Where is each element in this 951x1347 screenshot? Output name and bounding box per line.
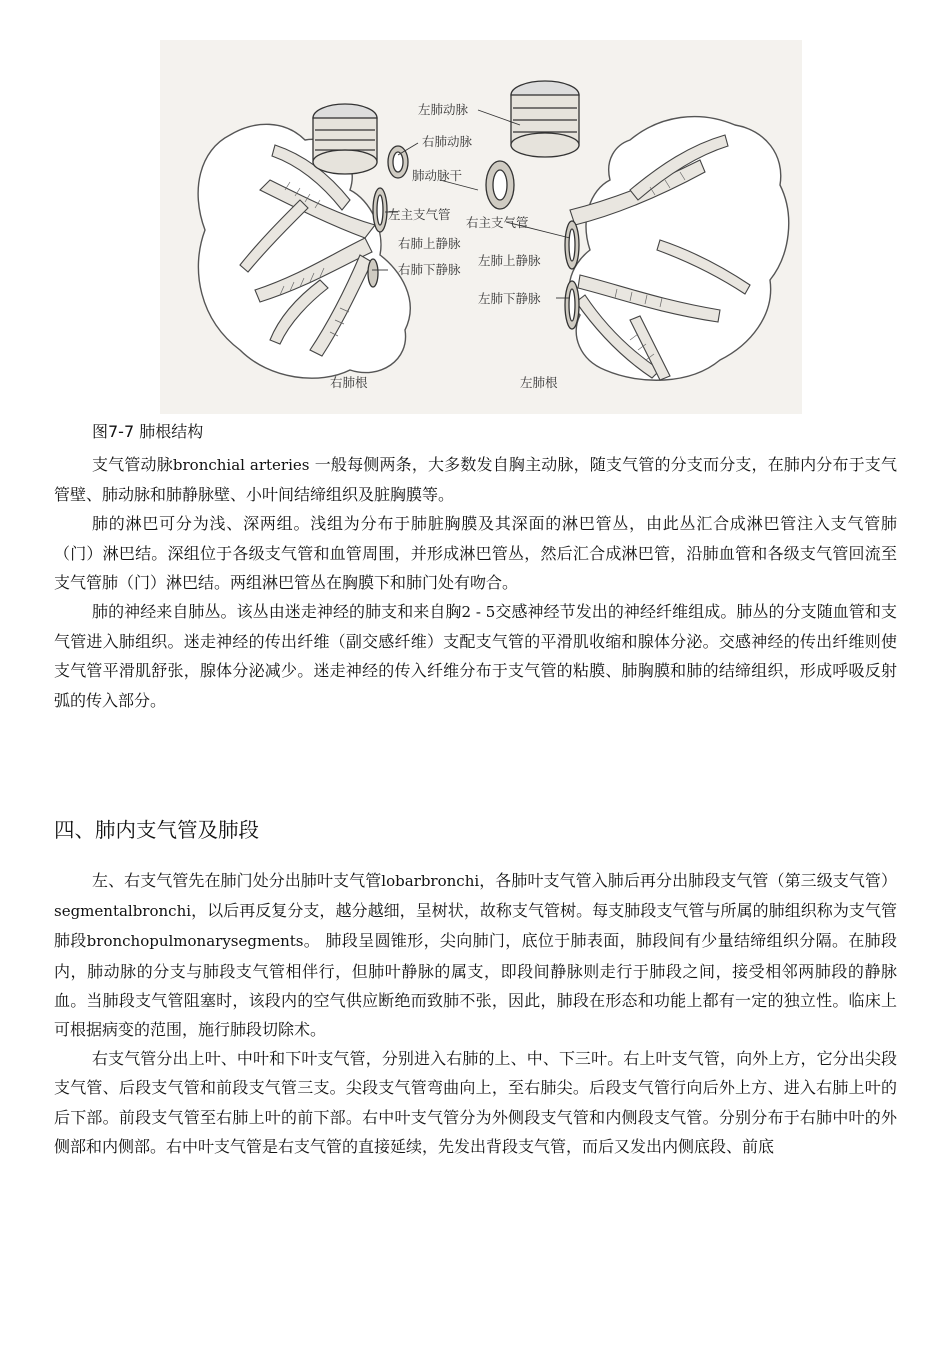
- paragraph-nerves: [54, 597, 897, 715]
- text-segment: 左、右支气管先在肺门处分出肺叶支气管: [92, 871, 382, 890]
- label-right-main-bronchus: 右主支气管: [466, 215, 529, 230]
- figure-caption: 图7-7 肺根结构: [92, 422, 204, 441]
- text-segment: 交感神经节发出的神经纤维组成。肺丛的分支随血管和支气管进入肺组织。迷走神经的传出纤维（副交感纤维）支配支气管的平滑肌收缩和腺体分泌。交感神经的传出纤维则使支气管平滑肌舒张，腺体分泌减少。迷走神经的传入纤维分布于支气管的粘膜、肺胸膜和肺的结缔组织，形成呼吸反射弧的传入部分。: [54, 602, 897, 710]
- label-left-superior-pulmonary-vein: 左肺上静脉: [478, 253, 541, 268]
- text-segment: ，各肺叶支气管入肺后再分出肺段支气管（第三级支气管）: [479, 871, 897, 890]
- paragraph-segments: [54, 866, 897, 1044]
- label-right-inferior-pulmonary-vein: 右肺下静脉: [398, 262, 461, 277]
- label-pulmonary-trunk: 肺动脉干: [412, 168, 463, 183]
- paragraph-bronchial-arteries: [54, 450, 897, 509]
- paragraph-right-bronchus: 右支气管分出上叶、中叶和下叶支气管，分别进入右肺的上、中、下三叶。右上叶支气管，向外上方，它分出尖段支气管、后段支气管和前段支气管三支。尖段支气管弯曲向上，至右肺尖。后段支气管行向后外上方、进入右肺上叶的后下部。前段支气管至右肺上叶的前下部。右中叶支气管分为外侧段支气管和内侧段支气管。分别分布于右肺中叶的外侧部和内侧部。右中叶支气管是右支气管的直接延续，先发出背段支气管，而后又发出内侧底段、前底: [54, 1049, 897, 1156]
- label-right-superior-pulmonary-vein: 右肺上静脉: [398, 236, 461, 251]
- text-segment: ，以后再反复分支，越分越细，呈树状，故称支气管树。每支肺段支气管与所属的肺组织称为支气管肺段: [54, 901, 897, 951]
- latin-term: bronchopulmonarysegments: [86, 932, 304, 951]
- latin-term: lobarbronchi: [381, 872, 480, 890]
- label-right-pulmonary-artery: 右肺动脉: [422, 134, 473, 149]
- label-right-lung-root: 右肺根: [330, 375, 368, 390]
- text-segment: 肺的神经来自肺丛。该丛由迷走神经的肺支和来自胸: [92, 602, 462, 622]
- lung-root-illustration: [160, 40, 802, 414]
- paragraph-block-2: [54, 866, 897, 1161]
- lung-root-figure: [160, 40, 802, 414]
- latin-term: 2 - 5: [461, 603, 496, 622]
- label-left-main-bronchus: 左主支气管: [388, 207, 451, 222]
- text-segment: 支气管动脉: [92, 455, 173, 474]
- text-segment: 。 肺段呈圆锥形，尖向肺门，底位于肺表面，肺段间有少量结缔组织分隔。在肺段内，肺动脉的分支与肺段支气管相伴行，但肺叶静脉的属支，即段间静脉则走行于肺段之间，接受相邻两肺段的静脉血。当肺段支气管阻塞时，该段内的空气供应断绝而致肺不张，因此，肺段在形态和功能上都有一定的独立性。临床上可根据病变的范围，施行肺段切除术。: [54, 931, 897, 1040]
- label-left-lung-root: 左肺根: [520, 375, 558, 390]
- latin-term: bronchial arteries: [172, 456, 310, 474]
- label-left-inferior-pulmonary-vein: 左肺下静脉: [478, 291, 541, 306]
- section-heading: 四、肺内支气管及肺段: [54, 818, 259, 842]
- latin-term: segmentalbronchi: [54, 902, 192, 921]
- label-left-pulmonary-artery: 左肺动脉: [418, 102, 469, 117]
- paragraph-block-1: [54, 450, 897, 715]
- text-segment: 一般每侧两条，大多数发自胸主动脉，随支气管的分支而分支，在肺内分布于支气管壁、肺动脉和肺静脉壁、小叶间结缔组织及脏胸膜等。: [54, 455, 897, 505]
- paragraph-lymphatics: 肺的淋巴可分为浅、深两组。浅组为分布于肺脏胸膜及其深面的淋巴管丛，由此丛汇合成淋巴管注入支气管肺（门）淋巴结。深组位于各级支气管和血管周围，并形成淋巴管丛，然后汇合成淋巴管，沿肺血管和各级支气管回流至支气管肺（门）淋巴结。两组淋巴管丛在胸膜下和肺门处有吻合。: [54, 514, 897, 592]
